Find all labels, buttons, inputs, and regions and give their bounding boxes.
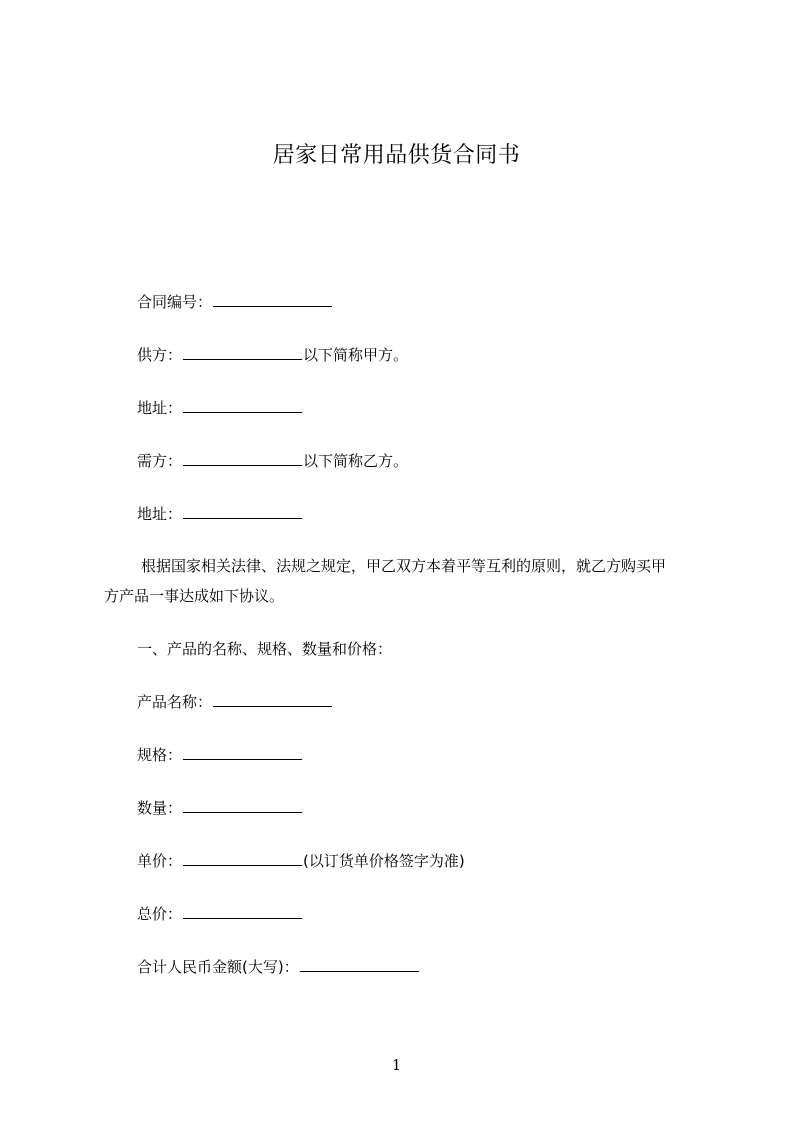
buyer-label: 需方： [137,452,183,470]
preamble-paragraph [104,551,717,611]
supplier-blank [183,345,302,360]
spec-blank [183,745,302,760]
section1-heading: 一、产品的名称、规格、数量和价格： [137,640,393,658]
contract-number-blank [213,292,332,307]
supplier-label: 供方： [137,346,183,364]
product-name-label: 产品名称： [137,693,213,711]
buyer-address-label: 地址： [137,505,183,523]
supplier-address-line [137,398,303,418]
product-name-line [137,692,333,712]
total-price-label: 总价： [137,905,183,923]
document-title: 居家日常用品供货合同书 [272,143,521,168]
unit-price-label: 单价： [137,852,183,870]
supplier-line [137,345,408,365]
total-rmb-blank [300,957,419,972]
supplier-address-blank [183,398,302,413]
buyer-suffix: 以下简称乙方。 [303,452,409,470]
preamble-line-2: 方产品一事达成如下协议。 [104,587,285,605]
buyer-line [137,451,408,471]
supplier-suffix: 以下简称甲方。 [303,346,409,364]
contract-number-line [137,292,333,312]
quantity-blank [183,798,302,813]
contract-number-label: 合同编号： [137,293,213,311]
preamble-line-1: 根据国家相关法律、法规之规定，甲乙双方本着平等互利的原则，就乙方购买甲 [141,557,667,575]
spec-label: 规格： [137,746,183,764]
buyer-blank [183,451,302,466]
total-price-line [137,904,303,924]
page-number: 1 [391,1056,402,1074]
supplier-address-label: 地址： [137,399,183,417]
total-rmb-label: 合计人民币金额(大写)： [137,958,299,976]
unit-price-line [137,851,465,871]
product-name-blank [213,692,332,707]
unit-price-blank [183,851,302,866]
quantity-label: 数量： [137,799,183,817]
buyer-address-line [137,504,303,524]
spec-line [137,745,303,765]
quantity-line [137,798,303,818]
total-rmb-line [137,957,420,977]
unit-price-note: (以订货单价格签字为准) [303,852,465,870]
total-price-blank [183,904,302,919]
buyer-address-blank [183,504,302,519]
